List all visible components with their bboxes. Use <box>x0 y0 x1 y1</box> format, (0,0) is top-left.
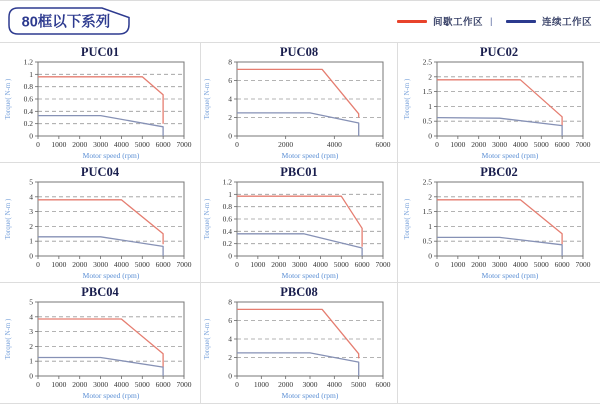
chart-cell-puc08 <box>201 43 398 163</box>
y-tick-label: 8 <box>228 59 232 67</box>
x-tick-label: 4000 <box>512 260 528 269</box>
y-tick-label: 0.8 <box>222 202 232 212</box>
chart-pbc01 <box>201 179 397 283</box>
y-tick-label: 8 <box>228 299 232 307</box>
x-tick-label: 0 <box>36 380 40 389</box>
legend-continuous-line-icon <box>506 20 536 23</box>
chart-title: PUC08 <box>279 45 319 59</box>
y-tick-label: 6 <box>228 76 232 85</box>
y-tick-label: 1 <box>29 356 33 366</box>
x-tick-label: 6000 <box>375 140 391 149</box>
x-tick-label: 2000 <box>72 260 88 269</box>
x-tick-label: 0 <box>235 380 239 389</box>
series-intermittent-line <box>237 309 359 358</box>
header <box>0 1 600 42</box>
x-tick-label: 3000 <box>492 140 508 149</box>
y-tick-label: 0 <box>428 131 432 141</box>
x-axis-label: Motor speed (rpm) <box>82 151 140 160</box>
y-tick-label: 4 <box>29 192 33 202</box>
y-tick-label: 0 <box>228 131 232 141</box>
legend-continuous-label: 连续工作区 <box>541 17 592 28</box>
chart-puc01 <box>2 59 198 163</box>
x-tick-label: 3000 <box>93 260 109 269</box>
x-tick-label: 4000 <box>326 140 342 149</box>
legend-separator: | <box>490 15 493 27</box>
y-tick-label: 0 <box>29 371 33 381</box>
y-tick-label: 0.5 <box>422 116 432 126</box>
x-tick-label: 0 <box>36 140 40 149</box>
chart-title: PBC02 <box>480 165 518 179</box>
x-tick-label: 6000 <box>554 140 570 149</box>
y-tick-label: 1 <box>428 101 432 111</box>
chart-puc08 <box>201 59 397 163</box>
y-tick-label: 0 <box>428 251 432 261</box>
y-tick-label: 1 <box>228 189 232 199</box>
chart-pbc08 <box>201 299 397 403</box>
chart-cell-pbc02 <box>398 163 600 283</box>
series-continuous-line <box>237 113 359 136</box>
y-tick-label: 2 <box>428 192 432 202</box>
chart-cell-pbc08 <box>201 283 398 403</box>
x-tick-label: 4000 <box>113 260 129 269</box>
page-title: 80框以下系列 <box>21 14 111 31</box>
x-tick-label: 5000 <box>134 380 150 389</box>
x-tick-label: 6000 <box>375 380 391 389</box>
x-tick-label: 5000 <box>134 260 150 269</box>
x-tick-label: 1000 <box>51 380 67 389</box>
y-axis-label: Torque( N-m ) <box>203 318 211 360</box>
x-tick-label: 6000 <box>155 140 171 149</box>
chart-cell-puc01 <box>0 43 201 163</box>
x-tick-label: 1000 <box>51 140 67 149</box>
y-axis-label: Torque( N-m ) <box>203 78 211 120</box>
y-tick-label: 5 <box>29 179 33 187</box>
x-tick-label: 1000 <box>450 140 466 149</box>
y-tick-label: 2 <box>29 341 33 351</box>
x-axis-label: Motor speed (rpm) <box>481 151 539 160</box>
series-intermittent-line <box>237 196 362 247</box>
series-intermittent-line <box>38 319 163 367</box>
y-tick-label: 2 <box>428 72 432 82</box>
x-tick-label: 5000 <box>533 260 549 269</box>
y-tick-label: 0.2 <box>23 119 33 129</box>
y-tick-label: 0 <box>228 371 232 381</box>
x-tick-label: 5000 <box>134 140 150 149</box>
plot-border <box>38 302 184 376</box>
y-tick-label: 1.5 <box>422 207 432 217</box>
y-tick-label: 2.5 <box>422 59 432 67</box>
y-tick-label: 1.5 <box>422 87 432 97</box>
chart-title: PUC01 <box>80 45 120 59</box>
x-tick-label: 4000 <box>113 380 129 389</box>
chart-title: PBC08 <box>280 285 318 299</box>
y-tick-label: 1.2 <box>222 179 232 187</box>
series-intermittent-line <box>237 69 359 117</box>
x-tick-label: 7000 <box>176 140 192 149</box>
x-tick-label: 3000 <box>492 260 508 269</box>
x-tick-label: 3000 <box>93 140 109 149</box>
series-continuous-line <box>38 237 163 256</box>
x-axis-label: Motor speed (rpm) <box>82 391 140 400</box>
series-continuous-line <box>38 358 163 377</box>
x-tick-label: 2000 <box>278 380 294 389</box>
y-axis-label: Torque( N-m ) <box>403 78 411 120</box>
y-axis-label: Torque( N-m ) <box>403 198 411 240</box>
x-tick-label: 4000 <box>312 260 328 269</box>
x-tick-label: 0 <box>235 140 239 149</box>
y-axis-label: Torque( N-m ) <box>203 198 211 240</box>
series-intermittent-line <box>38 200 163 244</box>
series-title-badge <box>8 7 130 35</box>
x-tick-label: 7000 <box>176 260 192 269</box>
x-tick-label: 5000 <box>351 380 367 389</box>
x-tick-label: 6000 <box>354 260 370 269</box>
y-tick-label: 0.8 <box>23 82 33 92</box>
y-tick-label: 0.4 <box>23 106 33 116</box>
y-tick-label: 5 <box>29 299 33 307</box>
y-tick-label: 2 <box>29 221 33 231</box>
chart-cell-pbc01 <box>201 163 398 283</box>
y-axis-label: Torque( N-m ) <box>4 198 12 240</box>
x-axis-label: Motor speed (rpm) <box>281 391 339 400</box>
y-tick-label: 3 <box>29 207 33 217</box>
chart-pbc04 <box>2 299 198 403</box>
y-tick-label: 1 <box>29 236 33 246</box>
x-tick-label: 2000 <box>471 260 487 269</box>
chart-cell-puc04 <box>0 163 201 283</box>
x-tick-label: 2000 <box>278 140 294 149</box>
x-tick-label: 0 <box>435 140 439 149</box>
x-tick-label: 5000 <box>333 260 349 269</box>
x-tick-label: 2000 <box>72 140 88 149</box>
chart-cell-puc02 <box>398 43 600 163</box>
x-tick-label: 3000 <box>302 380 318 389</box>
x-tick-label: 4000 <box>326 380 342 389</box>
x-axis-label: Motor speed (rpm) <box>281 151 339 160</box>
series-continuous-line <box>437 237 562 256</box>
x-tick-label: 3000 <box>93 380 109 389</box>
chart-cell-pbc04 <box>0 283 201 403</box>
x-tick-label: 7000 <box>575 260 591 269</box>
y-tick-label: 0.5 <box>422 236 432 246</box>
series-continuous-line <box>237 234 362 256</box>
series-continuous-line <box>38 116 163 136</box>
x-tick-label: 0 <box>36 260 40 269</box>
legend <box>391 14 592 28</box>
y-tick-label: 1.2 <box>23 59 33 67</box>
empty-cell <box>398 283 600 403</box>
y-tick-label: 0.2 <box>222 239 232 249</box>
series-continuous-line <box>437 118 562 136</box>
chart-title: PBC04 <box>81 285 119 299</box>
y-tick-label: 0.6 <box>23 94 33 104</box>
y-tick-label: 0 <box>228 251 232 261</box>
y-tick-label: 0.6 <box>222 214 232 224</box>
x-tick-label: 2000 <box>271 260 287 269</box>
x-tick-label: 2000 <box>72 380 88 389</box>
x-tick-label: 5000 <box>533 140 549 149</box>
series-continuous-line <box>237 353 359 376</box>
chart-title: PUC04 <box>80 165 120 179</box>
x-tick-label: 1000 <box>253 380 269 389</box>
x-tick-label: 0 <box>435 260 439 269</box>
x-tick-label: 1000 <box>450 260 466 269</box>
x-tick-label: 4000 <box>113 140 129 149</box>
chart-title: PBC01 <box>280 165 318 179</box>
y-tick-label: 3 <box>29 327 33 337</box>
y-axis-label: Torque( N-m ) <box>4 78 12 120</box>
x-tick-label: 4000 <box>512 140 528 149</box>
chart-title: PUC02 <box>479 45 519 59</box>
x-tick-label: 6000 <box>554 260 570 269</box>
y-tick-label: 6 <box>228 316 232 325</box>
x-tick-label: 7000 <box>176 380 192 389</box>
x-tick-label: 6000 <box>155 380 171 389</box>
x-axis-label: Motor speed (rpm) <box>481 271 539 280</box>
x-axis-label: Motor speed (rpm) <box>82 271 140 280</box>
y-tick-label: 0.4 <box>222 226 232 236</box>
y-tick-label: 4 <box>228 94 232 104</box>
x-axis-label: Motor speed (rpm) <box>281 271 339 280</box>
chart-pbc02 <box>401 179 597 283</box>
chart-puc04 <box>2 179 198 283</box>
y-tick-label: 2.5 <box>422 179 432 187</box>
x-tick-label: 1000 <box>51 260 67 269</box>
x-tick-label: 0 <box>235 260 239 269</box>
y-tick-label: 2 <box>228 113 232 122</box>
y-tick-label: 4 <box>228 334 232 344</box>
plot-border <box>38 182 184 256</box>
x-tick-label: 7000 <box>375 260 391 269</box>
x-tick-label: 6000 <box>155 260 171 269</box>
y-tick-label: 2 <box>228 353 232 362</box>
chart-grid <box>0 42 600 404</box>
x-tick-label: 1000 <box>250 260 266 269</box>
y-tick-label: 1 <box>29 69 33 79</box>
legend-intermittent-line-icon <box>397 20 427 23</box>
x-tick-label: 3000 <box>292 260 308 269</box>
series-intermittent-line <box>38 77 163 124</box>
y-tick-label: 0 <box>29 131 33 141</box>
x-tick-label: 2000 <box>471 140 487 149</box>
y-tick-label: 0 <box>29 251 33 261</box>
x-tick-label: 7000 <box>575 140 591 149</box>
legend-intermittent-label: 间歇工作区 <box>433 17 484 28</box>
y-axis-label: Torque( N-m ) <box>4 318 12 360</box>
chart-puc02 <box>401 59 597 163</box>
y-tick-label: 1 <box>428 221 432 231</box>
y-tick-label: 4 <box>29 312 33 322</box>
